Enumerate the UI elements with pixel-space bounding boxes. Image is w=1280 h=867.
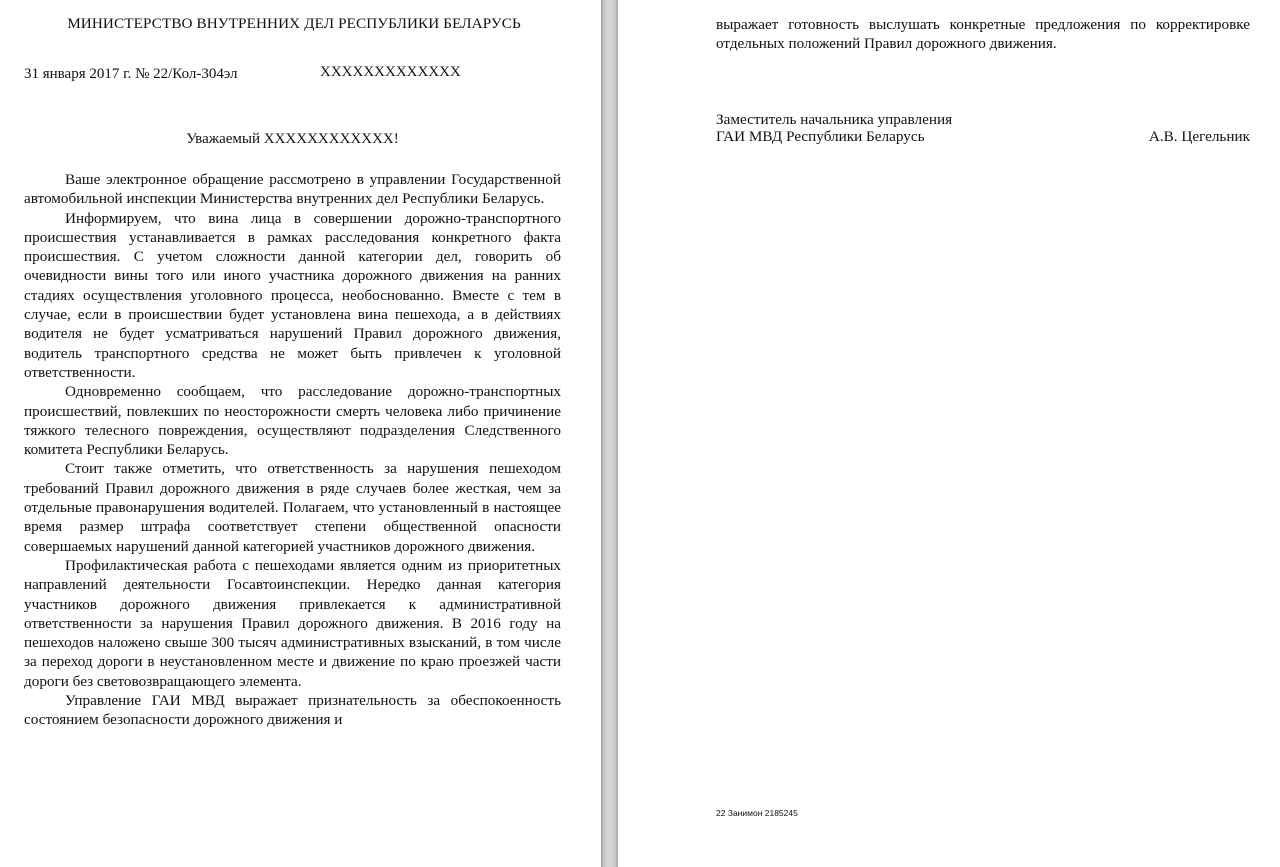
paragraph-1: Ваше электронное обращение рассмотрено в управлении Государственной автомобильной инспекции Министерства внутренних дел Республики Беларусь. <box>24 171 561 208</box>
date-reference: 31 января 2017 г. № 22/Кол-304эл <box>24 66 238 82</box>
paragraph-4: Стоит также отметить, что ответственность за нарушения пешеходом требований Правил дорожного движения в ряде случаев более жесткая, чем за отдельные правонарушения водителей. Полагаем, что установленный в настоящее время размер штрафа соответствует степени общественной опасности совершаемых нарушений данной категорией участников дорожного движения. <box>24 460 561 555</box>
salutation: Уважаемый ХХХХХХХХХХХХ! <box>186 131 399 147</box>
signatory-name: А.В. Цегельник <box>1148 128 1250 145</box>
paragraph-6: Управление ГАИ МВД выражает признательность за обеспокоенность состоянием безопасности дорожного движения и <box>24 692 561 729</box>
signature-title-line-1: Заместитель начальника управления <box>716 111 953 128</box>
executor-footnote: 22 Занимон 2185245 <box>716 808 798 818</box>
paragraph-2: Информируем, что вина лица в совершении дорожно-транспортного происшествия устанавливается в рамках расследования конкретного факта происшествия. С учетом сложности данной категории дел, говорить об очевидности вины того или иного участника дорожного движения на ранних стадиях осуществления уголовного процесса, необоснованно. Вместе с тем в случае, если в происшествии будет установлена вина пешехода, а в действиях водителя не будет усматриваться нарушений Правил дорожного движения, водитель транспортного средства не может быть привлечен к уголовной ответственности. <box>24 209 561 381</box>
continuation-text: выражает готовность выслушать конкретные предложения по корректировке отдельных положений Правил дорожного движения. <box>716 16 1250 53</box>
document-page-1 <box>0 0 601 867</box>
signature-block <box>716 111 1250 145</box>
signature-title-line-2: ГАИ МВД Республики Беларусь <box>716 128 925 145</box>
page-gutter <box>601 0 618 867</box>
letter-body <box>24 170 561 730</box>
paragraph-5: Профилактическая работа с пешеходами является одним из приоритетных направлений деятельности Госавтоинспекции. Нередко данная категория участников дорожного движения привлекается к административной ответственности за нарушения Правил дорожного движения. В 2016 году на пешеходов наложено свыше 300 тысяч административных взысканий, в том числе за переход дороги в неустановленном месте и движение по краю проезжей части дороги без световозвращающего элемента. <box>24 556 561 690</box>
paragraph-3: Одновременно сообщаем, что расследование дорожно-транспортных происшествий, повлекших по неосторожности смерть человека либо причинение тяжкого телесного повреждения, осуществляют подразделения Следственного комитета Республики Беларусь. <box>24 383 561 459</box>
recipient-name: ХХХХХХХХХХХХХ <box>320 64 461 80</box>
ministry-header: МИНИСТЕРСТВО ВНУТРЕННИХ ДЕЛ РЕСПУБЛИКИ БЕЛАРУСЬ <box>67 15 521 32</box>
